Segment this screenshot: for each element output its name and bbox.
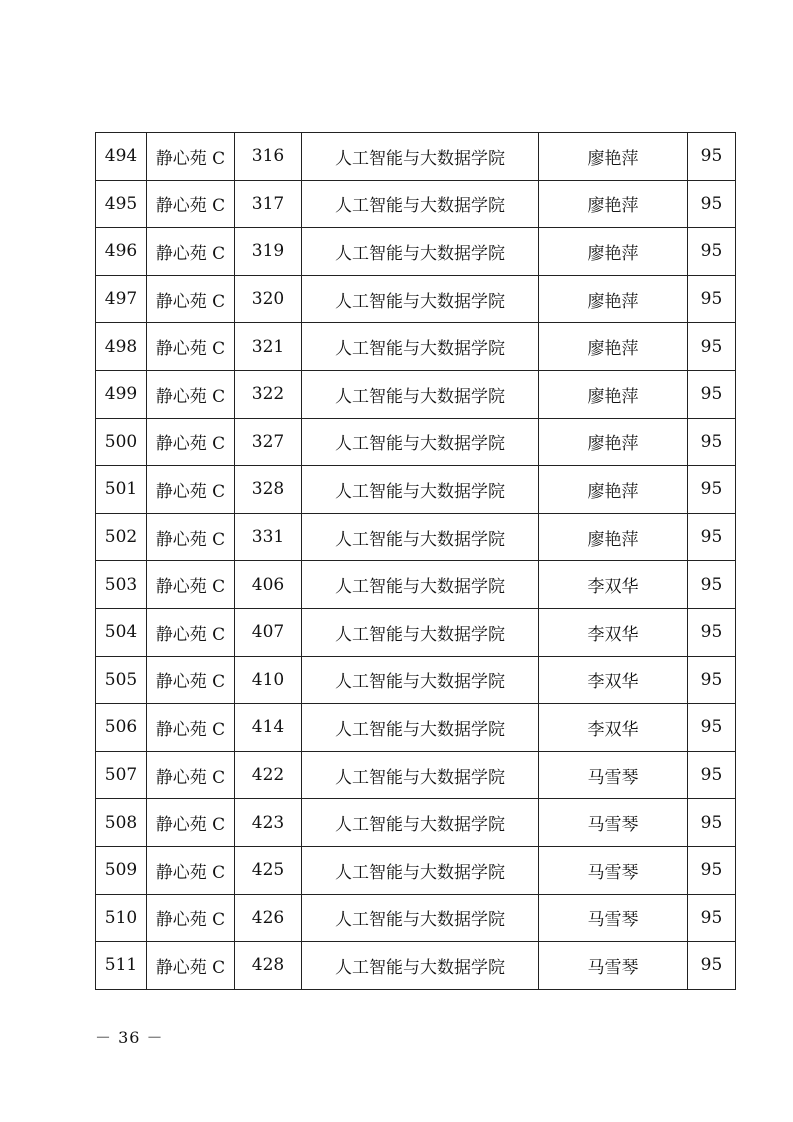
- cell-score: 95: [688, 418, 736, 466]
- cell-building: 静心苑 C: [147, 561, 235, 609]
- table-row: [96, 656, 736, 704]
- table-row: [96, 799, 736, 847]
- cell-person-in-charge: 廖艳萍: [539, 323, 688, 371]
- cell-building: 静心苑 C: [147, 370, 235, 418]
- cell-room-number: 316: [235, 133, 302, 181]
- cell-serial-number: 499: [96, 370, 147, 418]
- cell-building: 静心苑 C: [147, 133, 235, 181]
- cell-person-in-charge: 廖艳萍: [539, 228, 688, 276]
- cell-room-number: 410: [235, 656, 302, 704]
- cell-building: 静心苑 C: [147, 466, 235, 514]
- cell-college: 人工智能与大数据学院: [302, 418, 539, 466]
- cell-building: 静心苑 C: [147, 894, 235, 942]
- cell-building: 静心苑 C: [147, 228, 235, 276]
- cell-college: 人工智能与大数据学院: [302, 894, 539, 942]
- cell-score: 95: [688, 799, 736, 847]
- cell-building: 静心苑 C: [147, 656, 235, 704]
- cell-building: 静心苑 C: [147, 704, 235, 752]
- cell-college: 人工智能与大数据学院: [302, 656, 539, 704]
- cell-score: 95: [688, 751, 736, 799]
- table-row: [96, 228, 736, 276]
- table-row: [96, 323, 736, 371]
- cell-person-in-charge: 廖艳萍: [539, 275, 688, 323]
- table-row: [96, 846, 736, 894]
- cell-room-number: 317: [235, 180, 302, 228]
- table-row: [96, 513, 736, 561]
- cell-room-number: 406: [235, 561, 302, 609]
- cell-building: 静心苑 C: [147, 275, 235, 323]
- cell-serial-number: 503: [96, 561, 147, 609]
- cell-room-number: 425: [235, 846, 302, 894]
- cell-score: 95: [688, 656, 736, 704]
- cell-person-in-charge: 廖艳萍: [539, 180, 688, 228]
- cell-building: 静心苑 C: [147, 608, 235, 656]
- cell-score: 95: [688, 608, 736, 656]
- cell-person-in-charge: 廖艳萍: [539, 418, 688, 466]
- cell-college: 人工智能与大数据学院: [302, 180, 539, 228]
- cell-college: 人工智能与大数据学院: [302, 370, 539, 418]
- cell-college: 人工智能与大数据学院: [302, 942, 539, 990]
- cell-person-in-charge: 李双华: [539, 608, 688, 656]
- cell-room-number: 407: [235, 608, 302, 656]
- cell-serial-number: 509: [96, 846, 147, 894]
- cell-building: 静心苑 C: [147, 942, 235, 990]
- cell-college: 人工智能与大数据学院: [302, 751, 539, 799]
- cell-score: 95: [688, 561, 736, 609]
- table-row: [96, 370, 736, 418]
- cell-building: 静心苑 C: [147, 180, 235, 228]
- table-body: [96, 133, 736, 990]
- cell-score: 95: [688, 894, 736, 942]
- cell-score: 95: [688, 180, 736, 228]
- page-number: － 36 －: [95, 1028, 164, 1047]
- cell-serial-number: 500: [96, 418, 147, 466]
- cell-serial-number: 510: [96, 894, 147, 942]
- cell-serial-number: 508: [96, 799, 147, 847]
- cell-serial-number: 507: [96, 751, 147, 799]
- cell-score: 95: [688, 228, 736, 276]
- dormitory-score-table-container: [95, 132, 735, 990]
- cell-college: 人工智能与大数据学院: [302, 275, 539, 323]
- table-row: [96, 894, 736, 942]
- cell-score: 95: [688, 370, 736, 418]
- cell-room-number: 331: [235, 513, 302, 561]
- cell-serial-number: 495: [96, 180, 147, 228]
- cell-room-number: 320: [235, 275, 302, 323]
- table-row: [96, 133, 736, 181]
- cell-room-number: 423: [235, 799, 302, 847]
- table-row: [96, 466, 736, 514]
- cell-serial-number: 497: [96, 275, 147, 323]
- cell-building: 静心苑 C: [147, 846, 235, 894]
- cell-building: 静心苑 C: [147, 513, 235, 561]
- cell-room-number: 414: [235, 704, 302, 752]
- cell-room-number: 322: [235, 370, 302, 418]
- cell-person-in-charge: 廖艳萍: [539, 466, 688, 514]
- cell-person-in-charge: 廖艳萍: [539, 513, 688, 561]
- cell-person-in-charge: 马雪琴: [539, 942, 688, 990]
- cell-serial-number: 511: [96, 942, 147, 990]
- cell-college: 人工智能与大数据学院: [302, 323, 539, 371]
- cell-score: 95: [688, 133, 736, 181]
- cell-college: 人工智能与大数据学院: [302, 133, 539, 181]
- cell-person-in-charge: 廖艳萍: [539, 133, 688, 181]
- cell-college: 人工智能与大数据学院: [302, 799, 539, 847]
- cell-serial-number: 498: [96, 323, 147, 371]
- cell-person-in-charge: 李双华: [539, 704, 688, 752]
- cell-score: 95: [688, 846, 736, 894]
- table-row: [96, 561, 736, 609]
- table-row: [96, 418, 736, 466]
- cell-serial-number: 505: [96, 656, 147, 704]
- cell-college: 人工智能与大数据学院: [302, 704, 539, 752]
- cell-person-in-charge: 廖艳萍: [539, 370, 688, 418]
- cell-score: 95: [688, 466, 736, 514]
- cell-building: 静心苑 C: [147, 418, 235, 466]
- cell-college: 人工智能与大数据学院: [302, 608, 539, 656]
- cell-person-in-charge: 马雪琴: [539, 894, 688, 942]
- cell-room-number: 426: [235, 894, 302, 942]
- cell-score: 95: [688, 704, 736, 752]
- table-row: [96, 751, 736, 799]
- cell-person-in-charge: 马雪琴: [539, 751, 688, 799]
- cell-room-number: 422: [235, 751, 302, 799]
- cell-college: 人工智能与大数据学院: [302, 228, 539, 276]
- cell-room-number: 327: [235, 418, 302, 466]
- cell-person-in-charge: 李双华: [539, 561, 688, 609]
- cell-serial-number: 501: [96, 466, 147, 514]
- cell-college: 人工智能与大数据学院: [302, 466, 539, 514]
- table-row: [96, 942, 736, 990]
- cell-serial-number: 494: [96, 133, 147, 181]
- cell-building: 静心苑 C: [147, 751, 235, 799]
- cell-score: 95: [688, 323, 736, 371]
- cell-serial-number: 502: [96, 513, 147, 561]
- table-row: [96, 608, 736, 656]
- table-row: [96, 704, 736, 752]
- cell-college: 人工智能与大数据学院: [302, 561, 539, 609]
- dormitory-score-table: [95, 132, 736, 990]
- table-row: [96, 180, 736, 228]
- cell-room-number: 319: [235, 228, 302, 276]
- cell-score: 95: [688, 513, 736, 561]
- cell-person-in-charge: 马雪琴: [539, 799, 688, 847]
- cell-person-in-charge: 马雪琴: [539, 846, 688, 894]
- cell-building: 静心苑 C: [147, 323, 235, 371]
- cell-serial-number: 506: [96, 704, 147, 752]
- cell-serial-number: 496: [96, 228, 147, 276]
- table-row: [96, 275, 736, 323]
- cell-building: 静心苑 C: [147, 799, 235, 847]
- cell-person-in-charge: 李双华: [539, 656, 688, 704]
- cell-college: 人工智能与大数据学院: [302, 513, 539, 561]
- cell-score: 95: [688, 275, 736, 323]
- cell-room-number: 321: [235, 323, 302, 371]
- cell-serial-number: 504: [96, 608, 147, 656]
- cell-room-number: 428: [235, 942, 302, 990]
- cell-score: 95: [688, 942, 736, 990]
- cell-college: 人工智能与大数据学院: [302, 846, 539, 894]
- cell-room-number: 328: [235, 466, 302, 514]
